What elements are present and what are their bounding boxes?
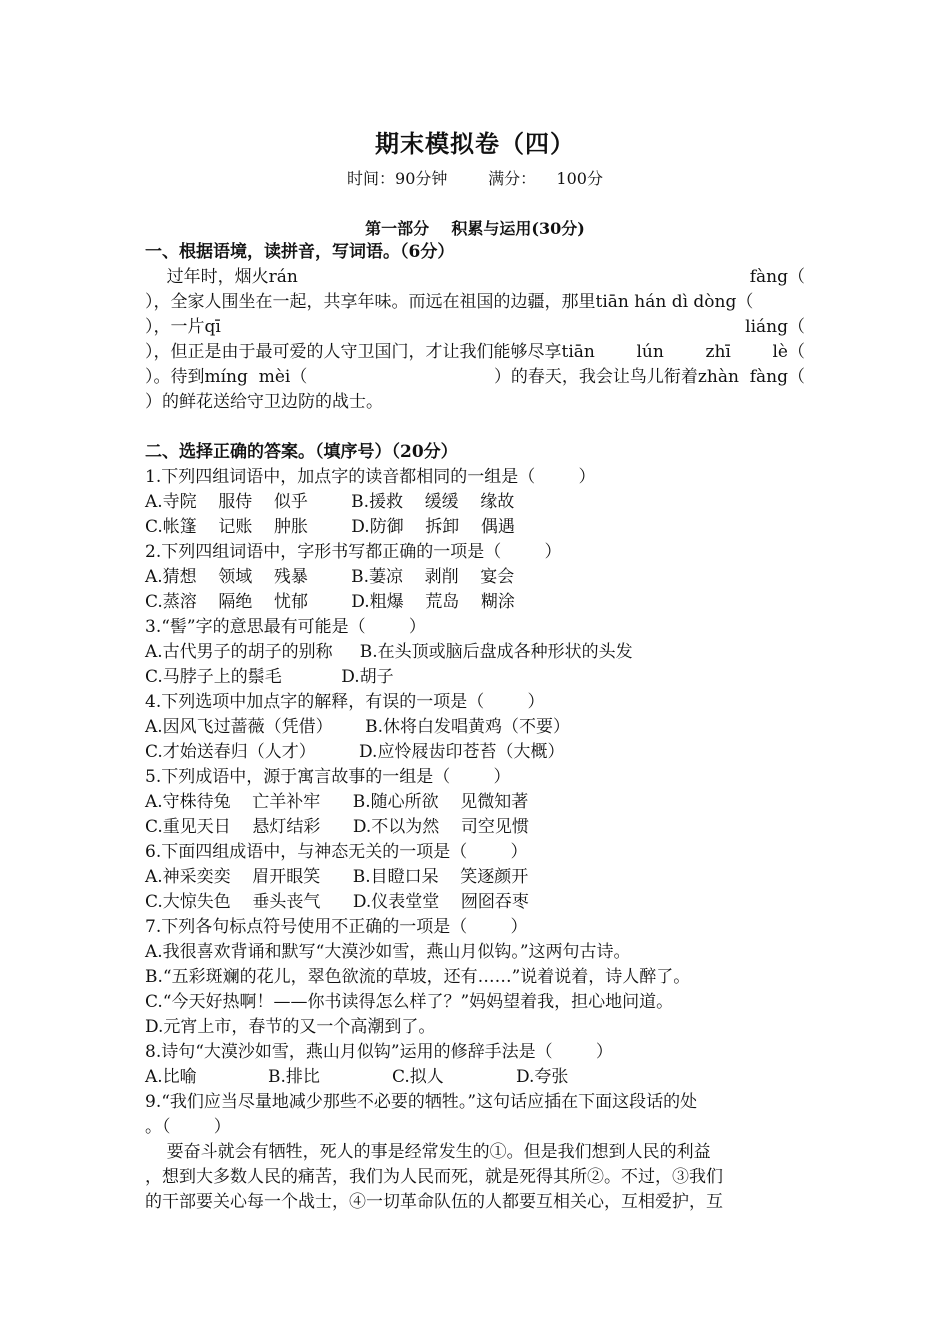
question-line: 3.“髻”字的意思最有可能是（ ） xyxy=(145,617,426,637)
option-line: B.“五彩斑斓的花儿，翠色欲流的草坡，还有……”说着说着，诗人醉了。 xyxy=(145,967,691,987)
option-line: D.元宵上市，春节的又一个高潮到了。 xyxy=(145,1017,436,1037)
question-line: 8.诗句“大漠沙如雪，燕山月似钩”运用的修辞手法是（ ） xyxy=(145,1042,613,1062)
option-line: A.守株待兔 亡羊补牢 B.随心所欲 见微知著 xyxy=(145,792,529,812)
option-line: A.寺院 服侍 似乎 B.援救 缓缓 缘故 xyxy=(145,492,515,512)
option-line: A.猜想 领域 残暴 B.萋凉 剥削 宴会 xyxy=(145,567,515,587)
exam-time-score: 时间：90分钟 满分： 100分 xyxy=(347,169,603,188)
question-line: 4.下列选项中加点字的解释，有误的一项是（ ） xyxy=(145,692,545,712)
option-line: A.古代男子的胡子的别称 B.在头顶或脑后盘成各种形状的头发 xyxy=(145,642,633,662)
q2-heading: 二、选择正确的答案。（填序号）（20分） xyxy=(145,442,458,462)
part1-title: 第一部分 积累与运用(30分) xyxy=(365,219,585,238)
option-line: C.马脖子上的鬃毛 D.胡子 xyxy=(145,667,394,687)
option-line: A.我很喜欢背诵和默写“大漠沙如雪，燕山月似钩。”这两句古诗。 xyxy=(145,942,631,962)
q8-option-d: D.夸张 xyxy=(516,1067,569,1087)
q1-text: 过年时，烟火rán xyxy=(145,267,298,287)
option-line: C.帐篷 记账 肿胀 D.防御 拆卸 偶遇 xyxy=(145,517,515,537)
option-line: A.因风飞过蔷薇（凭借） B.休将白发唱黄鸡（不要） xyxy=(145,717,570,737)
q1-line xyxy=(145,365,805,390)
q1-text: ），全家人围坐在一起，共享年味。而远在祖国的边疆，那里tiān hán dì dòng（ xyxy=(145,292,754,312)
question-line: 6.下面四组成语中，与神态无关的一项是（ ） xyxy=(145,842,528,862)
question-line: 7.下列各句标点符号使用不正确的一项是（ ） xyxy=(145,917,528,937)
q1-line: ）的鲜花送给守卫边防的战士。 xyxy=(145,392,383,412)
q8-option-a: A.比喻 xyxy=(145,1067,197,1087)
q1-line xyxy=(145,340,805,365)
passage-line: ，想到大多数人民的痛苦，我们为人民而死，就是死得其所②。不过，③我们 xyxy=(145,1167,723,1187)
question-line: 。（ ） xyxy=(145,1117,231,1137)
q1-text: ）的春天，我会让鸟儿衔着zhàn fàng（ xyxy=(493,367,805,387)
q1-text: fàng（ xyxy=(749,267,805,287)
q1-heading: 一、根据语境，读拼音，写词语。（6分） xyxy=(145,242,455,262)
exam-title: 期末模拟卷（四） xyxy=(375,129,575,158)
q8-option-c: C.拟人 xyxy=(392,1067,444,1087)
q1-text: lún xyxy=(636,342,664,362)
question-line: 2.下列四组词语中，字形书写都正确的一项是（ ） xyxy=(145,542,562,562)
q1-text: zhī xyxy=(705,342,731,362)
option-line: C.大惊失色 垂头丧气 D.仪表堂堂 囫囵吞枣 xyxy=(145,892,529,912)
question-line: 5.下列成语中，源于寓言故事的一组是（ ） xyxy=(145,767,511,787)
passage-line: 要奋斗就会有牺牲，死人的事是经常发生的①。但是我们想到人民的利益 xyxy=(145,1142,711,1162)
q1-line xyxy=(145,290,805,315)
q1-line xyxy=(145,315,805,340)
question-line: 1.下列四组词语中，加点字的读音都相同的一组是（ ） xyxy=(145,467,596,487)
question-line: 9.“我们应当尽量地减少那些不必要的牺牲。”这句话应插在下面这段话的处 xyxy=(145,1092,698,1112)
q1-text: liáng（ xyxy=(745,317,805,337)
option-line: C.“今天好热啊！——你书读得怎么样了？”妈妈望着我，担心地问道。 xyxy=(145,992,674,1012)
q8-option-b: B.排比 xyxy=(268,1067,320,1087)
q1-text: ），但正是由于最可爱的人守卫国门，才让我们能够尽享tiān xyxy=(145,342,595,362)
q1-text: ），一片qī xyxy=(145,317,221,337)
option-line: C.重见天日 悬灯结彩 D.不以为然 司空见惯 xyxy=(145,817,529,837)
option-line: C.蒸溶 隔绝 忧郁 D.粗爆 荒岛 糊涂 xyxy=(145,592,515,612)
q1-line xyxy=(145,265,805,290)
option-line: A.神采奕奕 眉开眼笑 B.目瞪口呆 笑逐颜开 xyxy=(145,867,529,887)
passage-line: 的干部要关心每一个战士，④一切革命队伍的人都要互相关心，互相爱护，互 xyxy=(145,1192,723,1212)
q1-text: lè（ xyxy=(772,342,805,362)
q1-text: ）。待到míng mèi（ xyxy=(145,367,308,387)
option-line: C.才始送春归（人才） D.应怜屐齿印苍苔（大概） xyxy=(145,742,565,762)
